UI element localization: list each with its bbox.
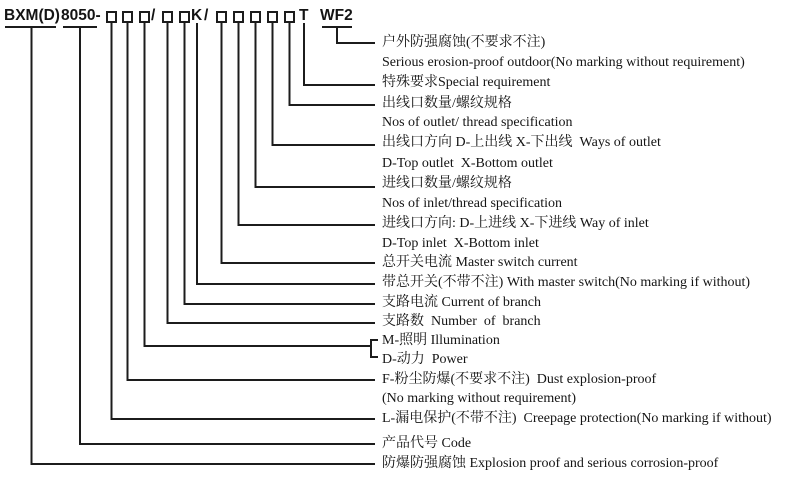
connector-box5 bbox=[185, 23, 376, 304]
code-prefix: BXM(D) bbox=[4, 7, 60, 24]
label-inlet-direction-en: D-Top inlet X-Bottom inlet bbox=[382, 236, 539, 251]
label-master-switch-current: 总开关电流 Master switch current bbox=[382, 255, 578, 270]
label-branch-current: 支路电流 Current of branch bbox=[382, 295, 542, 310]
label-outlet-count-en: Nos of outlet/ thread specification bbox=[382, 115, 573, 130]
connector-box3 bbox=[145, 23, 372, 346]
bracket-illumination-power bbox=[371, 340, 378, 357]
code-box-10 bbox=[284, 11, 295, 23]
code-box-4 bbox=[162, 11, 173, 23]
label-dust-explosion-proof-note: (No marking without requirement) bbox=[382, 391, 577, 406]
code-box-1 bbox=[106, 11, 117, 23]
label-with-master-switch: 带总开关(不带不注) With master switch(No marking if without) bbox=[382, 275, 751, 290]
code-slash-1: / bbox=[151, 7, 156, 24]
label-outdoor-anticorrosion-cn: 户外防强腐蚀(不要求不注) bbox=[382, 35, 546, 50]
label-inlet-direction-cn: 进线口方向: D-上进线 X-下进线 Way of inlet bbox=[382, 216, 649, 231]
code-series: 8050- bbox=[61, 7, 101, 24]
connector-box1 bbox=[112, 23, 376, 419]
code-suffix: WF2 bbox=[320, 7, 353, 24]
connector-wf2 bbox=[322, 27, 375, 43]
connector-box6 bbox=[222, 23, 376, 263]
code-letter-k: K bbox=[191, 7, 203, 24]
code-box-6 bbox=[216, 11, 227, 23]
connector-box4 bbox=[168, 23, 376, 323]
connector-8050 bbox=[63, 27, 375, 444]
code-slash-2: / bbox=[204, 7, 209, 24]
connector-k bbox=[197, 23, 375, 284]
label-product-code: 产品代号 Code bbox=[382, 436, 472, 451]
connector-box10 bbox=[290, 23, 376, 105]
label-inlet-count-cn: 进线口数量/螺纹规格 bbox=[382, 176, 512, 191]
label-creepage-protection: L-漏电保护(不带不注) Creepage protection(No marking if without) bbox=[382, 411, 772, 426]
code-letter-t: T bbox=[299, 7, 309, 24]
label-dust-explosion-proof: F-粉尘防爆(不要求不注) Dust explosion-proof bbox=[382, 372, 657, 387]
code-box-2 bbox=[122, 11, 133, 23]
label-power: D-动力 Power bbox=[382, 352, 468, 367]
code-box-5 bbox=[179, 11, 190, 23]
label-illumination: M-照明 Illumination bbox=[382, 333, 500, 348]
label-outlet-direction-en: D-Top outlet X-Bottom outlet bbox=[382, 156, 553, 171]
label-outlet-direction-cn: 出线口方向 D-上出线 X-下出线 Ways of outlet bbox=[382, 135, 661, 150]
label-outlet-count-cn: 出线口数量/螺纹规格 bbox=[382, 96, 512, 111]
label-branch-number: 支路数 Number of branch bbox=[382, 314, 541, 329]
label-explosion-corrosion-proof: 防爆防强腐蚀 Explosion proof and serious corrosion-proof bbox=[382, 456, 719, 471]
label-special-requirement: 特殊要求Special requirement bbox=[382, 75, 551, 90]
code-box-8 bbox=[250, 11, 261, 23]
connector-box7 bbox=[239, 23, 376, 225]
connector-t bbox=[304, 23, 375, 85]
connector-box2 bbox=[128, 23, 376, 380]
code-box-7 bbox=[233, 11, 244, 23]
code-box-9 bbox=[267, 11, 278, 23]
code-box-3 bbox=[139, 11, 150, 23]
label-outdoor-anticorrosion-en: Serious erosion-proof outdoor(No marking without requirement) bbox=[382, 55, 745, 70]
label-inlet-count-en: Nos of inlet/thread specification bbox=[382, 196, 562, 211]
connector-bxmd bbox=[5, 27, 375, 464]
